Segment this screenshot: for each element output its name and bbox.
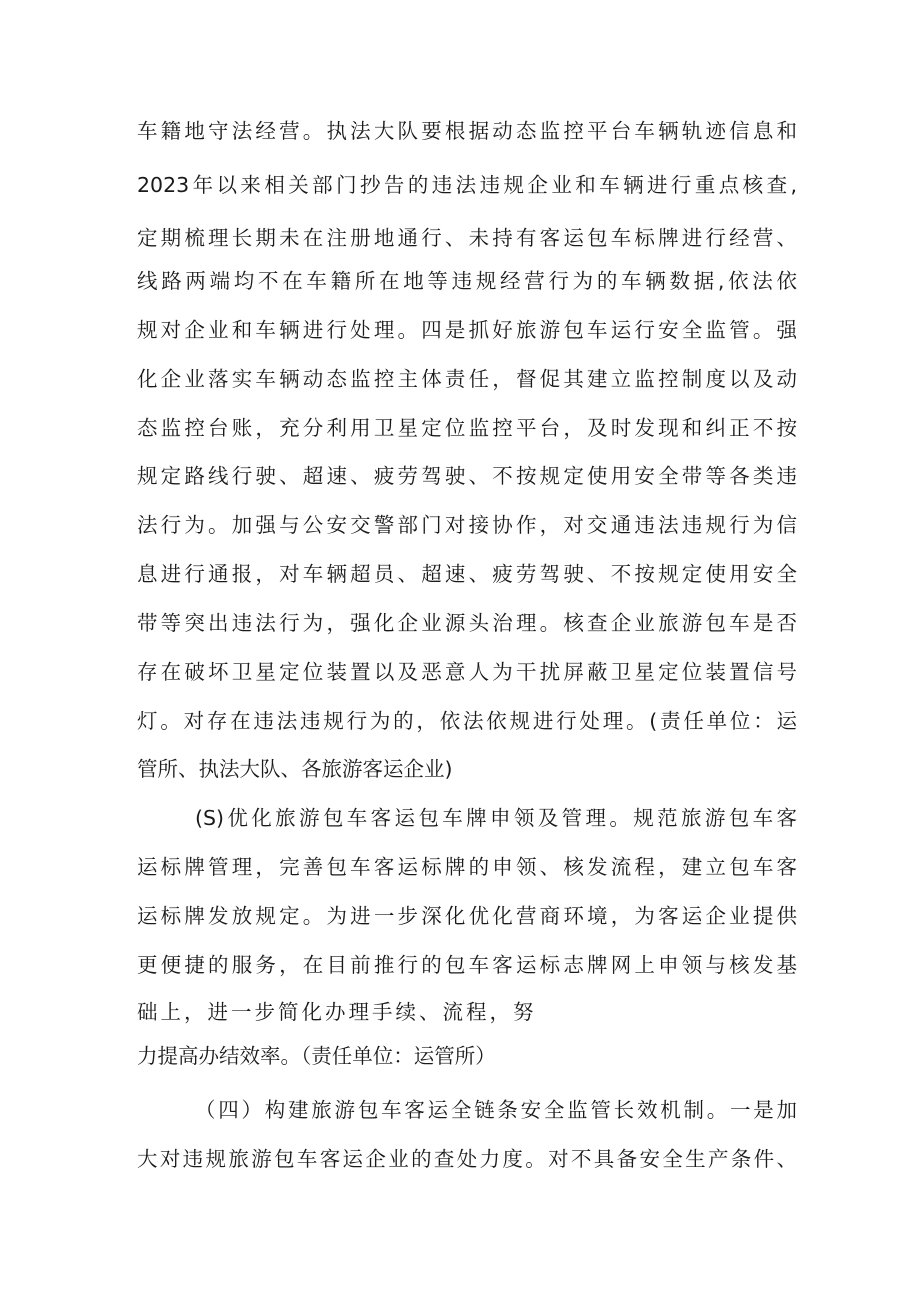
text-line: 法行为。加强与公安交警部门对接协作，对交通违法违规行为信 [137,513,797,537]
text-line: 态监控台账，充分利用卫星定位监控平台，及时发现和纠正不按 [137,416,797,440]
text-line: 定期梳理长期未在注册地通行、未持有客运包车标牌进行经营、 [137,226,797,250]
text-line: 更便捷的服务，在目前推行的包车客运标志牌网上申领与核发基 [137,953,797,977]
text-line: 运标牌发放规定。为进一步深化优化营商环境，为客运企业提供 [137,904,797,928]
text-line: 力提高办结效率。（责任单位：运管所） [137,1044,496,1068]
paragraph-heading: (S)优化旅游包车客运包车牌申领及管理。规范旅游包车客 [195,806,797,830]
text-line: 大对违规旅游包车客运企业的查处力度。对不具备安全生产条件、 [137,1147,797,1171]
text-line: 带等突出违法行为，强化企业源头治理。核查企业旅游包车是否 [137,611,797,635]
text-line: 化企业落实车辆动态监控主体责任，督促其建立监控制度以及动 [137,367,797,391]
text-line: 息进行通报，对车辆超员、超速、疲劳驾驶、不按规定使用安全 [137,562,797,586]
text-line: 管所、执法大队、各旅游客运企业) [137,757,453,781]
text-line: 2023年以来相关部门抄告的违法违规企业和车辆进行重点核查, [137,173,797,197]
text-line: 存在破坏卫星定位装置以及恶意人为干扰屏蔽卫星定位装置信号 [137,660,797,684]
text-line: 运标牌管理，完善包车客运标牌的申领、核发流程，建立包车客 [137,855,797,879]
text-line: 规定路线行驶、超速、疲劳驾驶、不按规定使用安全带等各类违 [137,464,797,488]
text-line: 车籍地守法经营。执法大队要根据动态监控平台车辆轨迹信息和 [137,119,797,143]
text-line: 础上，进一步简化办理手续、流程，努 [137,1000,537,1024]
text-line: 灯。对存在违法违规行为的，依法依规进行处理。(责任单位：运 [137,709,797,733]
text-line: 规对企业和车辆进行处理。四是抓好旅游包车运行安全监管。强 [137,318,797,342]
text-line: 线路两端均不在车籍所在地等违规经营行为的车辆数据,依法依 [137,269,797,293]
paragraph-heading: （四）构建旅游包车客运全链条安全监管长效机制。一是加 [195,1098,797,1122]
